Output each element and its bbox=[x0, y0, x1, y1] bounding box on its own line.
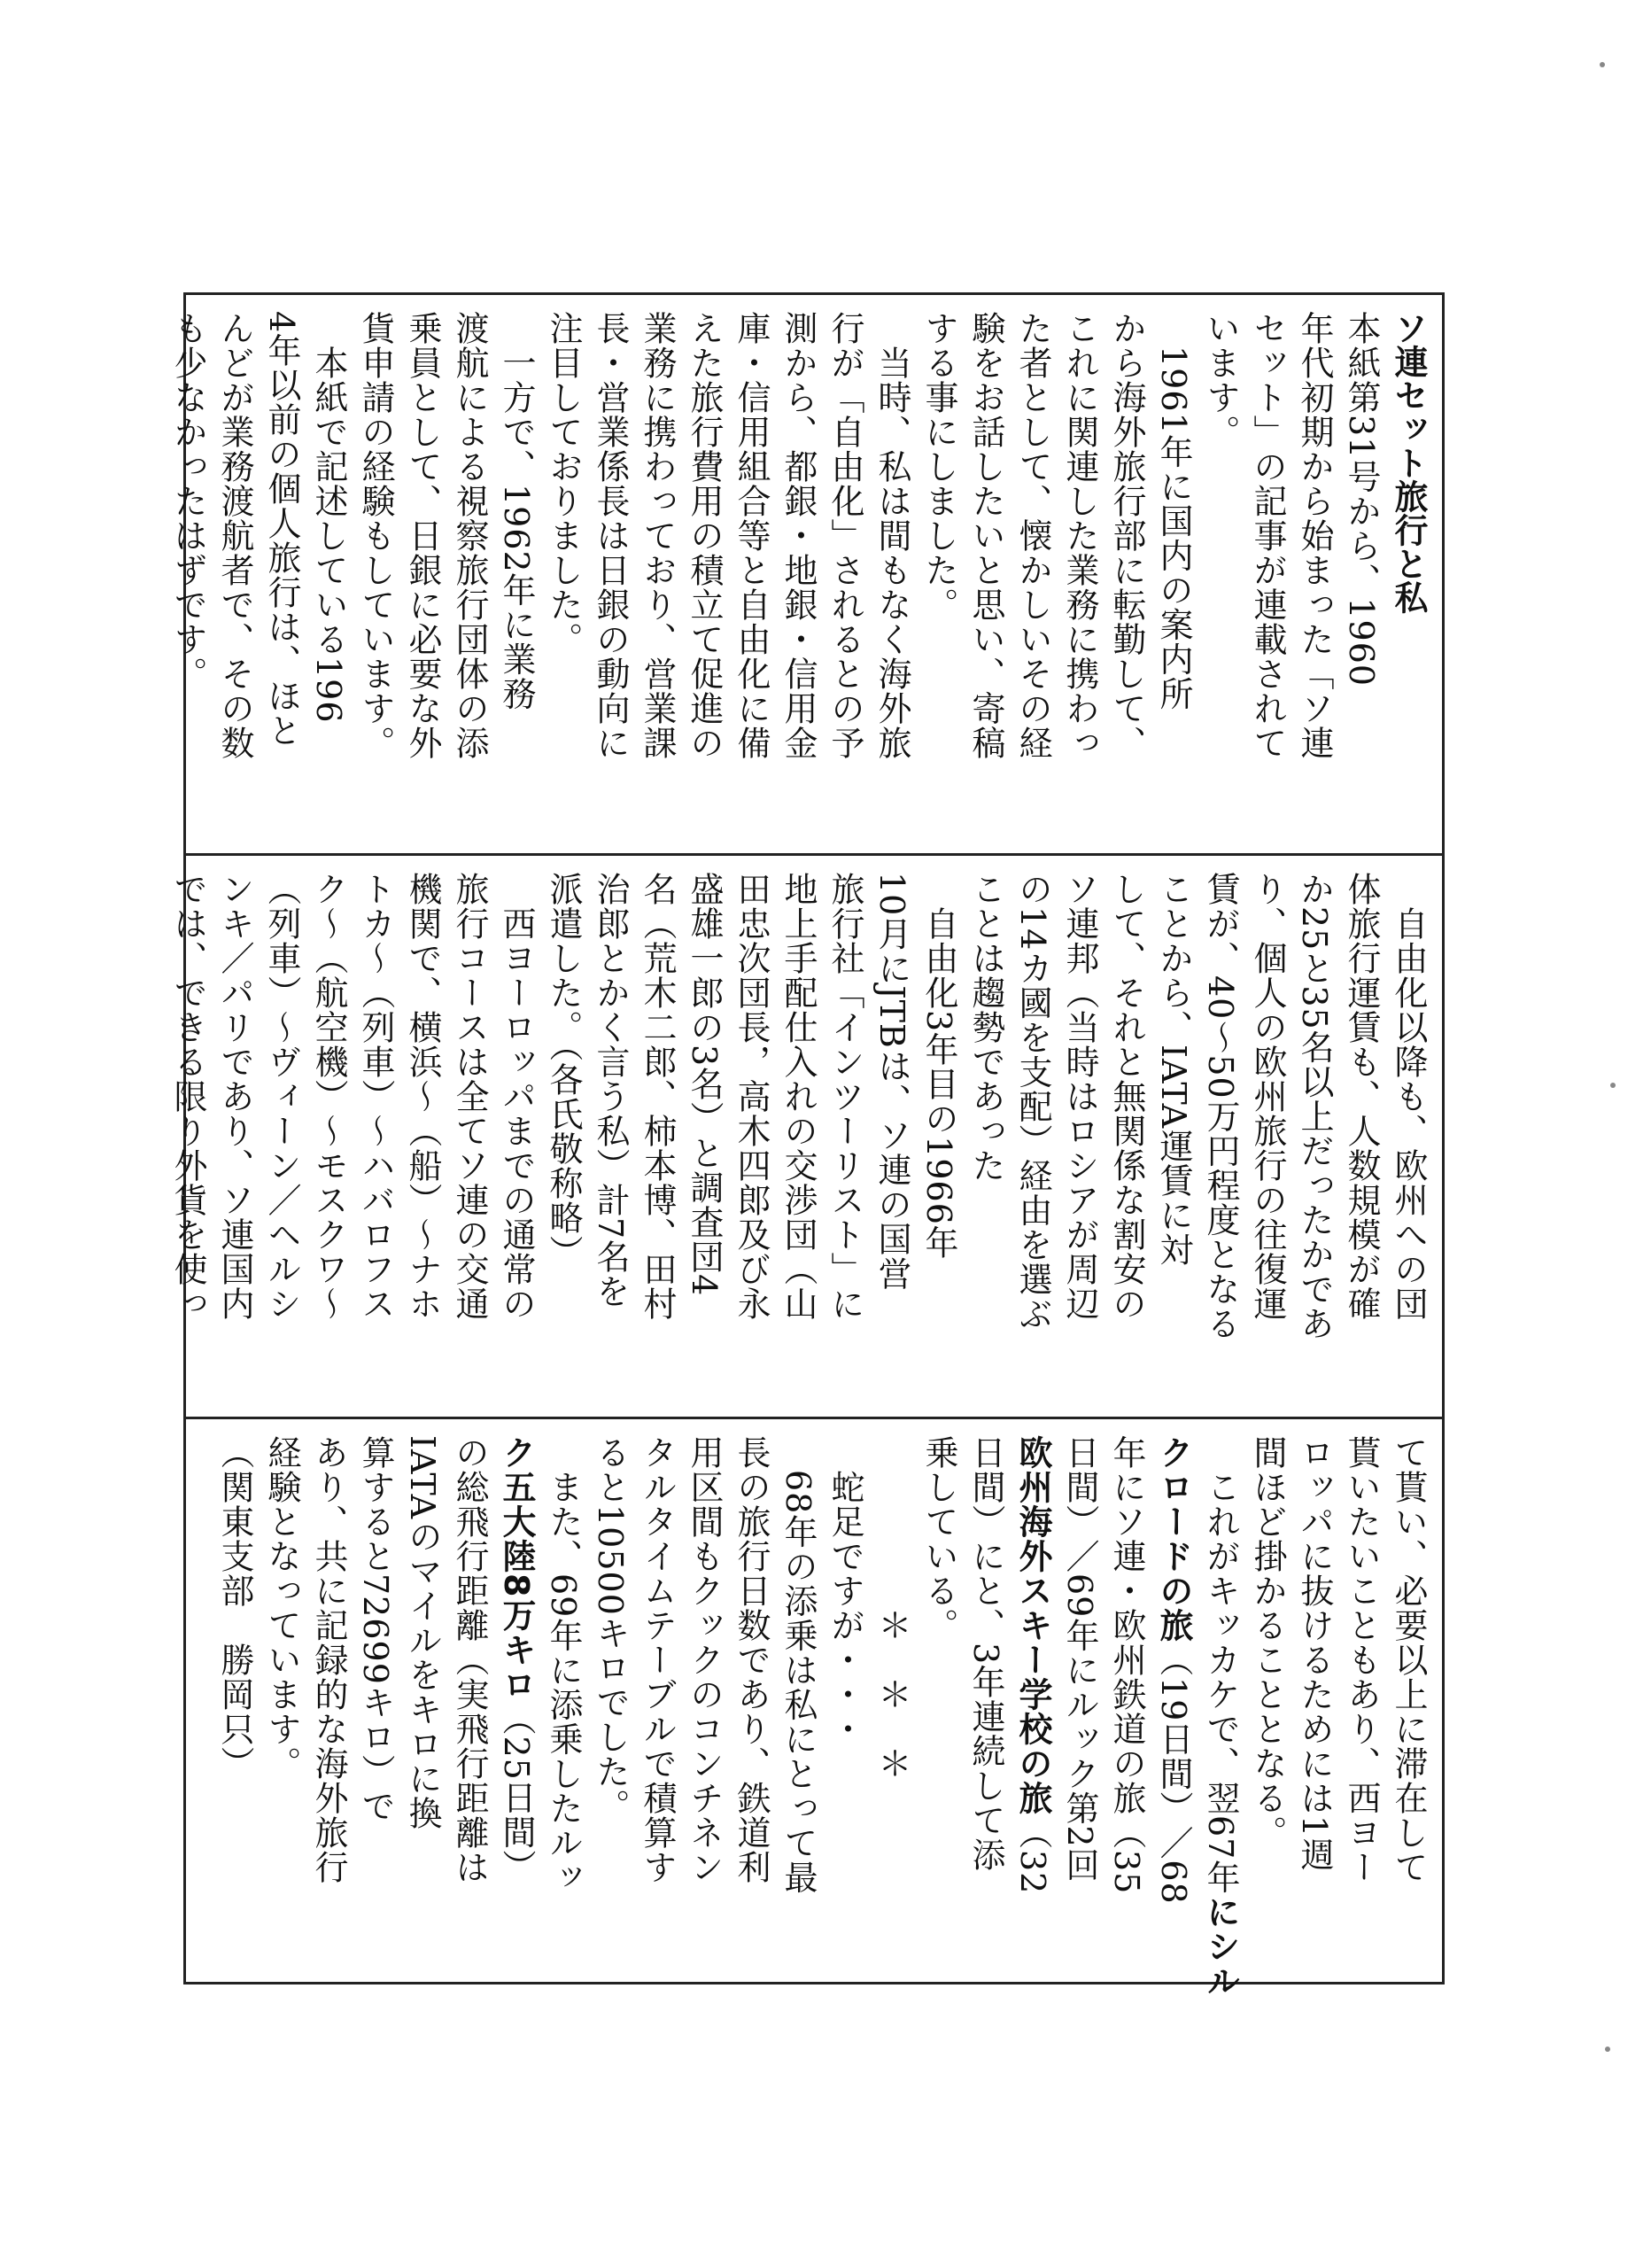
text-column: ソ連邦（当時はロシアが周辺 bbox=[1060, 872, 1099, 1321]
text-column: これに関連した業務に携わっ bbox=[1060, 311, 1099, 760]
article-section-1 bbox=[168, 295, 1442, 856]
text-column: 測から、都銀・地銀・信用金 bbox=[779, 311, 818, 760]
text-column: 乗している。 bbox=[919, 1435, 958, 1643]
text-column: 験をお話したいと思い、寄稿 bbox=[966, 311, 1005, 760]
text-column: 派遣した。（各氏敬称略） bbox=[544, 872, 583, 1270]
text-column: 1961年に国内の案内所 bbox=[1154, 311, 1193, 711]
text-column: 日間）にと、3年連続して添 bbox=[966, 1435, 1005, 1873]
text-column: ンキ／パリであり、ソ連国内 bbox=[215, 872, 254, 1321]
text-column: 庫・信用組合等と自由化に備 bbox=[732, 311, 771, 760]
text-column: トカ～（列車）～ハバロフス bbox=[356, 872, 395, 1321]
highlight-text: ク五大陸8万キロ bbox=[497, 1435, 536, 1702]
vertical-text-block bbox=[164, 872, 1431, 1403]
text-column: 賃が、40～50万円程度となる bbox=[1201, 872, 1240, 1341]
text-column: する事にしました。 bbox=[919, 311, 958, 622]
text-column: 旅行コースは全てソ連の交通 bbox=[450, 872, 489, 1321]
text-column: 西ヨーロッパまでの通常の bbox=[497, 872, 536, 1321]
highlight-text: クロードの旅 bbox=[1154, 1435, 1193, 1643]
scan-speck bbox=[1605, 2047, 1610, 2052]
text-column: 地上手配仕入れの交渉団（山 bbox=[779, 872, 818, 1321]
text-column: の14カ國を支配）経由を選ぶ bbox=[1013, 872, 1052, 1332]
text-column: IATAのマイルをキロに換 bbox=[403, 1435, 442, 1831]
text-column bbox=[1150, 1435, 1197, 1967]
text-column: 長の旅行日数であり、鉄道利 bbox=[732, 1435, 771, 1884]
text-column: 盛雄一郎の3名）と調査団4 bbox=[685, 872, 724, 1297]
article-frame bbox=[168, 292, 1445, 1999]
highlight-text: 欧州海外スキー学校の旅 bbox=[1013, 1435, 1052, 1815]
text-column: 貨申請の経験もしています。 bbox=[356, 311, 395, 760]
text-column: 貰いたいこともあり、西ヨー bbox=[1342, 1435, 1381, 1884]
text-column: 当時、私は間もなく海外旅 bbox=[872, 311, 911, 760]
article-section-3 bbox=[186, 1419, 1442, 1999]
text-column: り、個人の欧州旅行の往復運 bbox=[1248, 872, 1287, 1321]
text-column: 長・営業係長は日銀の動向に bbox=[591, 311, 630, 760]
text-column: 田忠次団長，高木四郎及び永 bbox=[732, 872, 771, 1321]
section-separator: ＊ ＊ ＊ bbox=[872, 1435, 911, 1781]
text-column: 行が「自由化」されるとの予 bbox=[826, 311, 864, 760]
text-column: 乗員として、日銀に必要な外 bbox=[403, 311, 442, 760]
text-column: 渡航による視察旅行団体の添 bbox=[450, 311, 489, 760]
text-column: 経験となっています。 bbox=[262, 1435, 301, 1781]
text-column: 算すると72699キロ）で bbox=[356, 1435, 395, 1823]
text-run: （35 bbox=[1107, 1815, 1146, 1895]
text-column: 自由化以降も、欧州への団 bbox=[1389, 872, 1428, 1321]
text-column bbox=[1103, 1435, 1150, 1967]
text-column: 治郎とかく言う私）計7名を bbox=[591, 872, 630, 1309]
text-column bbox=[1009, 1435, 1056, 1967]
text-column: 蛇足ですが・・・ bbox=[826, 1435, 864, 1746]
text-column: の総飛行距離（実飛行距離は bbox=[450, 1435, 489, 1884]
scan-speck bbox=[1600, 62, 1605, 67]
text-column: 本紙第31号から、1960 bbox=[1342, 311, 1381, 687]
text-column: 10月にJTBは、ソ連の国営 bbox=[872, 872, 911, 1291]
text-column: 自由化3年目の1966年 bbox=[919, 872, 958, 1260]
text-column: 一方で、1962年に業務 bbox=[497, 311, 536, 711]
text-column: あり、共に記録的な海外旅行 bbox=[309, 1435, 348, 1884]
article-section-2 bbox=[168, 856, 1442, 1419]
text-run: （32 bbox=[1013, 1815, 1052, 1895]
text-column: して、それと無関係な割安の bbox=[1107, 872, 1146, 1321]
text-column: 体旅行運賃も、人数規模が確 bbox=[1342, 872, 1381, 1321]
vertical-text-block bbox=[211, 1435, 1431, 1999]
text-column: か25と35名以上だったかであ bbox=[1295, 872, 1334, 1341]
text-column: います。 bbox=[1201, 311, 1240, 449]
highlight-text: にシル bbox=[1201, 1894, 1240, 1999]
text-column: 旅行社「インツーリスト」に bbox=[826, 872, 864, 1321]
text-column: た者として、懐かしいその経 bbox=[1013, 311, 1052, 760]
text-column: から海外旅行部に転勤して、 bbox=[1107, 311, 1146, 760]
text-column: （列車）～ヴィーン／ヘルシ bbox=[262, 872, 301, 1321]
text-column: んどが業務渡航者で、その数 bbox=[215, 311, 254, 760]
text-column: セット」の記事が連載されて bbox=[1248, 311, 1287, 760]
text-column: 業務に携わっており、営業課 bbox=[638, 311, 677, 760]
text-column: 4年以前の個人旅行は、ほと bbox=[262, 311, 301, 749]
text-column: 年代初期から始まった「ソ連 bbox=[1295, 311, 1334, 760]
text-column: タルタイムテーブルで積算す bbox=[638, 1435, 677, 1884]
text-column: 用区間もクックのコンチネン bbox=[685, 1435, 724, 1884]
text-column: 日間）／69年にルック第2回 bbox=[1060, 1435, 1099, 1883]
text-column: 機関で、横浜～（船）～ナホ bbox=[403, 872, 442, 1321]
text-column: 注目しておりました。 bbox=[544, 311, 583, 656]
article-title: ソ連セット旅行と私 bbox=[1389, 311, 1428, 614]
text-column: も少なかったはずです。 bbox=[168, 311, 207, 691]
text-run: 年にソ連・欧州鉄道の旅 bbox=[1107, 1435, 1146, 1815]
text-run: （19日間）／68 bbox=[1154, 1643, 1193, 1905]
text-column: 名（荒木二郎、柿本博、田村 bbox=[638, 872, 677, 1321]
text-column: ると10500キロでした。 bbox=[591, 1435, 630, 1823]
text-column: また、69年に添乗したルッ bbox=[544, 1435, 583, 1895]
text-column bbox=[1197, 1435, 1244, 1999]
text-run: これがキッカケで、翌67年 bbox=[1201, 1435, 1240, 1895]
text-column: ことから、IATA運賃に対 bbox=[1154, 872, 1193, 1268]
text-column: ことは趨勢であった bbox=[966, 872, 1005, 1183]
text-column: では、できる限り外貨を使っ bbox=[168, 872, 207, 1321]
vertical-text-block bbox=[164, 311, 1431, 841]
text-column: 間ほど掛かることとなる。 bbox=[1248, 1435, 1287, 1850]
text-column: て貰い、必要以上に滞在して bbox=[1389, 1435, 1428, 1884]
text-column: 本紙で記述している196 bbox=[309, 311, 348, 724]
text-column: ク～（航空機）～モスクワ～ bbox=[309, 872, 348, 1321]
text-run: （25日間） bbox=[497, 1701, 536, 1884]
text-column: 68年の添乗は私にとって最 bbox=[779, 1435, 818, 1895]
author-credit: （関東支部 勝岡只） bbox=[215, 1435, 254, 1781]
text-column bbox=[492, 1435, 539, 1967]
text-column: えた旅行費用の積立て促進の bbox=[685, 311, 724, 760]
text-column: ロッパに抜けるためには1週 bbox=[1295, 1435, 1334, 1873]
scan-speck bbox=[1610, 1083, 1616, 1088]
